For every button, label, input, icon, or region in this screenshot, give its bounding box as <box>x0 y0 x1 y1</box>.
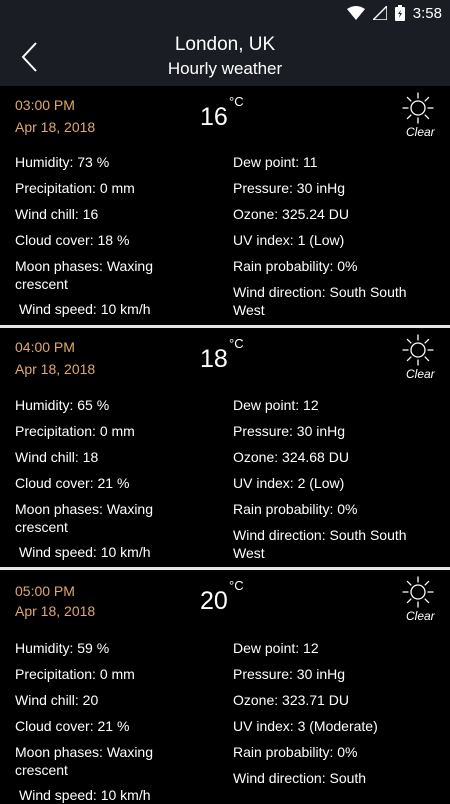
ozone: Ozone: 323.71 DU <box>233 692 349 708</box>
wind-direction: Wind direction: South South West <box>233 527 407 561</box>
temperature-unit: °C <box>229 94 244 109</box>
condition-label: Clear <box>406 367 435 381</box>
signal-icon <box>373 6 387 20</box>
page-title: London, UK <box>174 34 276 55</box>
uv-index: UV index: 1 (Low) <box>233 232 345 248</box>
wind-chill: Wind chill: 18 <box>15 449 99 465</box>
wifi-icon <box>347 6 365 20</box>
precipitation: Precipitation: 0 mm <box>15 423 135 439</box>
moon-phases: Moon phases: Waxing crescent <box>15 258 153 292</box>
condition-label: Clear <box>406 125 435 139</box>
dew-point: Dew point: 12 <box>233 397 319 413</box>
temperature: 20 <box>200 587 228 615</box>
sun-icon <box>402 92 434 124</box>
wind-direction: Wind direction: South South West <box>233 284 407 318</box>
hourly-card <box>0 328 450 568</box>
condition-label: Clear <box>406 609 435 623</box>
rain-probability: Rain probability: 0% <box>233 258 358 274</box>
hour-time: 03:00 PM <box>15 97 75 113</box>
status-bar <box>0 0 450 26</box>
hour-time: 05:00 PM <box>15 583 75 599</box>
temperature: 16 <box>200 103 228 131</box>
wind-direction: Wind direction: South <box>233 770 367 786</box>
ozone: Ozone: 325.24 DU <box>233 206 349 222</box>
uv-index: UV index: 2 (Low) <box>233 475 345 491</box>
hour-date: Apr 18, 2018 <box>15 603 96 619</box>
moon-phases: Moon phases: Waxing crescent <box>15 744 153 778</box>
ozone: Ozone: 324.68 DU <box>233 449 349 465</box>
wind-speed: Wind speed: 10 km/h <box>19 301 151 317</box>
status-time: 3:58 <box>412 4 442 22</box>
cloud-cover: Cloud cover: 18 % <box>15 232 130 248</box>
precipitation: Precipitation: 0 mm <box>15 666 135 682</box>
wind-speed: Wind speed: 10 km/h <box>19 544 151 560</box>
pressure: Pressure: 30 inHg <box>233 423 346 439</box>
hour-date: Apr 18, 2018 <box>15 361 96 377</box>
app-header <box>0 26 450 86</box>
hourly-card <box>0 86 450 326</box>
pressure: Pressure: 30 inHg <box>233 666 346 682</box>
sun-icon <box>402 334 434 366</box>
wind-chill: Wind chill: 20 <box>15 692 99 708</box>
temperature-unit: °C <box>229 336 244 351</box>
humidity: Humidity: 73 % <box>15 154 110 170</box>
rain-probability: Rain probability: 0% <box>233 501 358 517</box>
precipitation: Precipitation: 0 mm <box>15 180 135 196</box>
dew-point: Dew point: 12 <box>233 640 319 656</box>
moon-phases: Moon phases: Waxing crescent <box>15 501 153 535</box>
temperature: 18 <box>200 345 228 373</box>
battery-icon <box>395 5 405 21</box>
uv-index: UV index: 3 (Moderate) <box>233 718 378 734</box>
cloud-cover: Cloud cover: 21 % <box>15 475 130 491</box>
hour-date: Apr 18, 2018 <box>15 119 96 135</box>
rain-probability: Rain probability: 0% <box>233 744 358 760</box>
wind-chill: Wind chill: 16 <box>15 206 99 222</box>
humidity: Humidity: 59 % <box>15 640 110 656</box>
humidity: Humidity: 65 % <box>15 397 110 413</box>
hour-time: 04:00 PM <box>15 339 75 355</box>
temperature-unit: °C <box>229 578 244 593</box>
dew-point: Dew point: 11 <box>233 154 318 170</box>
page-subtitle: Hourly weather <box>167 59 283 78</box>
pressure: Pressure: 30 inHg <box>233 180 346 196</box>
hourly-card <box>0 570 450 803</box>
cloud-cover: Cloud cover: 21 % <box>15 718 130 734</box>
wind-speed: Wind speed: 10 km/h <box>19 787 151 803</box>
sun-icon <box>402 576 434 608</box>
